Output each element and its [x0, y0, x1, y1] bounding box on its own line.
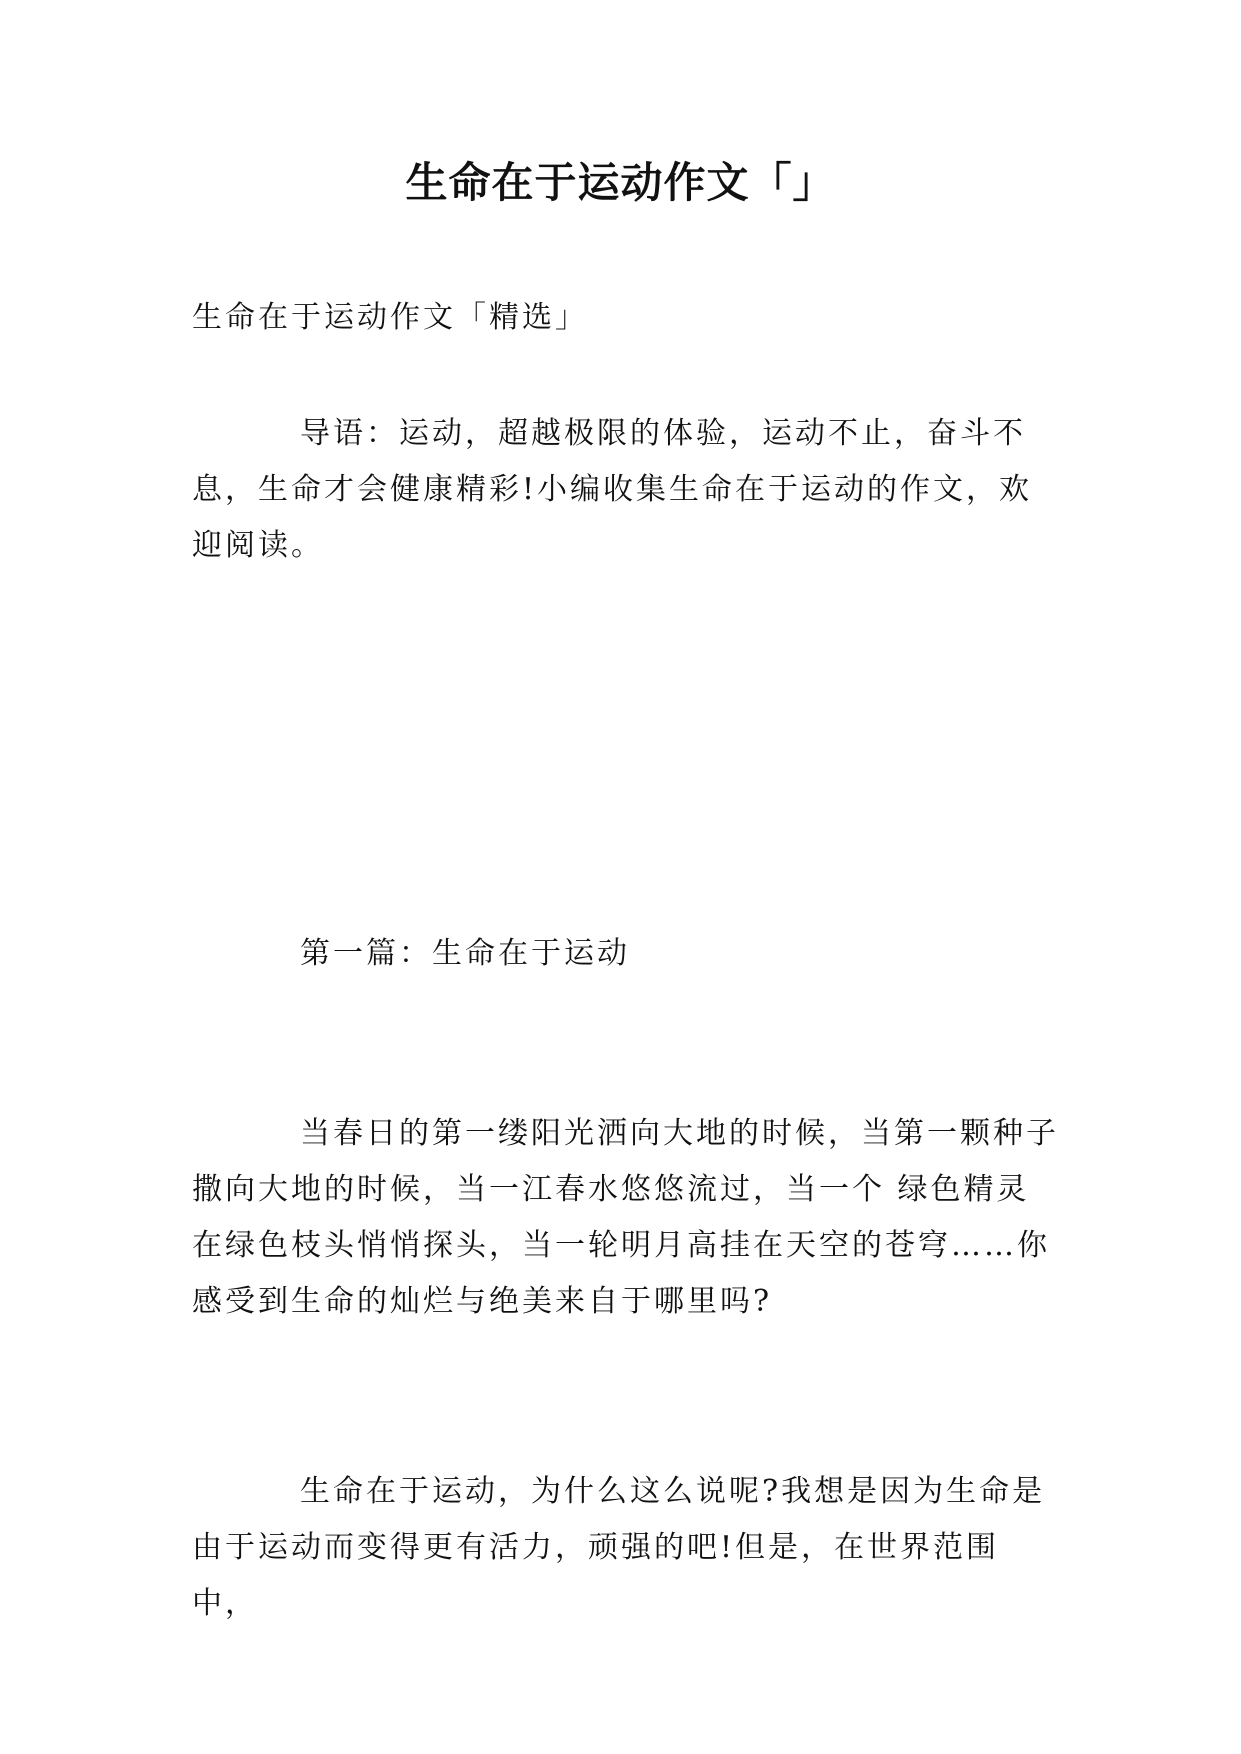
document-title: 生命在于运动作文「」	[405, 158, 836, 207]
body-paragraph: 生命在于运动，为什么这么说呢?我想是因为生命是由于运动而变得更有活力，顽强的吧!但是，在世界范围中，	[192, 1474, 1046, 1621]
intro-paragraph: 导语：运动，超越极限的体验，运动不止，奋斗不息，生命才会健康精彩!小编收集生命在于运动的作文，欢迎阅读。	[192, 416, 1033, 563]
document-subtitle: 生命在于运动作文「精选」	[192, 300, 588, 335]
body-paragraph: 当春日的第一缕阳光洒向大地的时候，当第一颗种子撒向大地的时候，当一江春水悠悠流过，当一个 绿色精灵在绿色枝头悄悄探头，当一轮明月高挂在天空的苍穹……你感受到生命的灿烂与绝美来自于哪里吗?	[192, 1116, 1059, 1319]
chapter-heading: 第一篇：生命在于运动	[300, 936, 630, 971]
